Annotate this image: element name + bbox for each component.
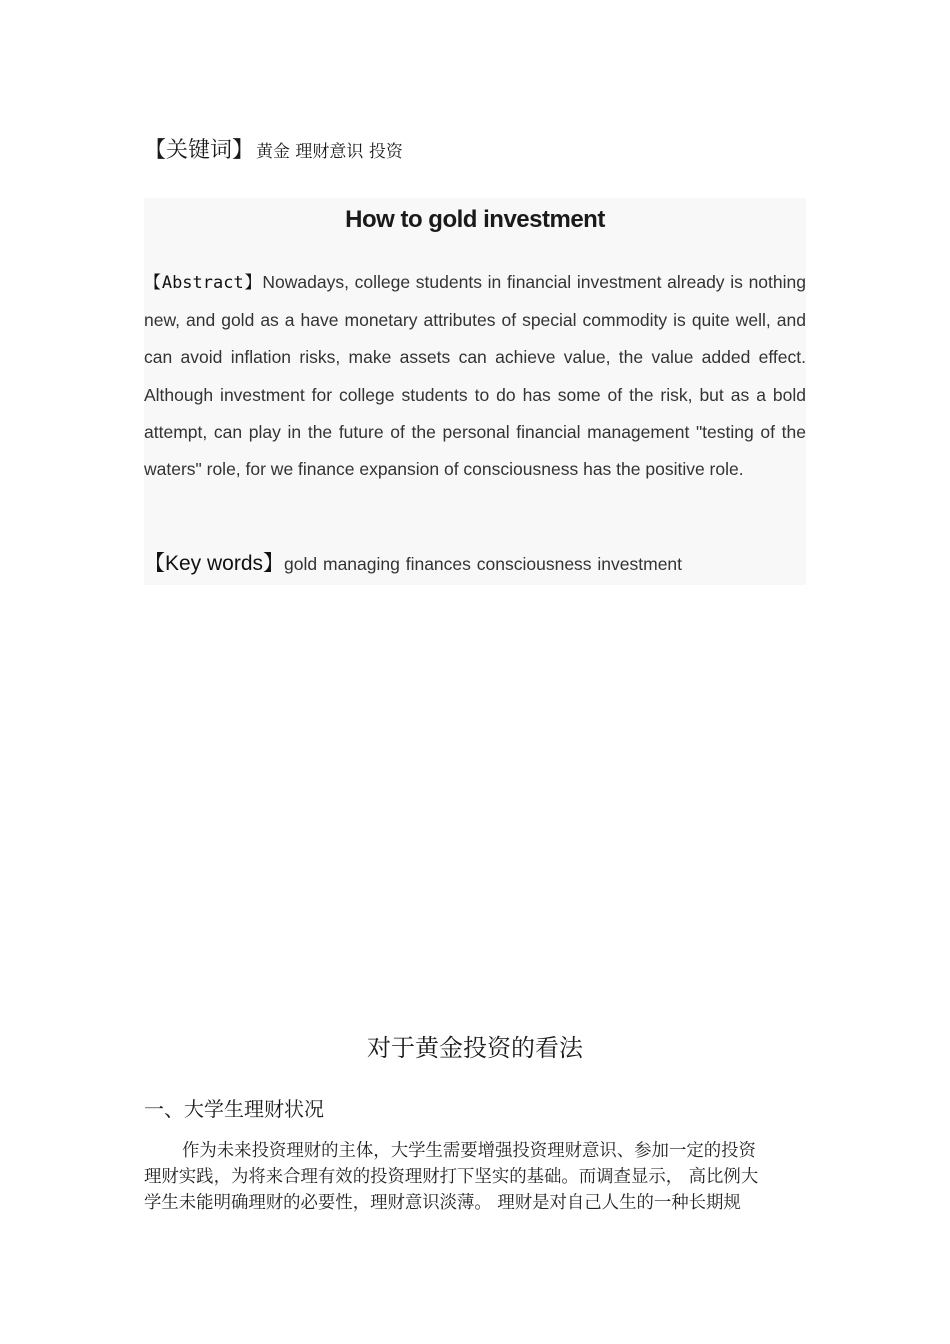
section-heading: 一、大学生理财状况 xyxy=(144,1097,324,1121)
english-title: How to gold investment xyxy=(345,206,605,233)
body-line: 作为未来投资理财的主体，大学生需要增强投资理财意识、参加一定的投资 xyxy=(182,1141,756,1161)
english-keywords xyxy=(144,547,682,577)
body-line: 理财实践，为将来合理有效的投资理财打下坚实的基础。而调查显示， 高比例大 xyxy=(144,1167,759,1187)
english-abstract-block xyxy=(144,198,806,585)
chinese-keywords xyxy=(144,133,403,164)
abstract-text: Nowadays, college students in financial investment already is nothing new, and gold as a have monetary attributes of special commodity is quite well, and can avoid inflation risks, make assets can achieve value, the value added effect. Although investment for college students to do has some of the risk, but as a bold attempt, can play in the future of the personal financial management "testing of the waters" role, for we finance expansion of consciousness has the positive role. xyxy=(144,272,806,480)
abstract-label: 【Abstract】 xyxy=(144,273,263,293)
chinese-body-paragraph xyxy=(144,1138,806,1216)
english-keywords-label: 【Key words】 xyxy=(144,552,285,575)
chinese-title: 对于黄金投资的看法 xyxy=(367,1034,583,1062)
chinese-keywords-label: 【关键词】 xyxy=(144,138,255,163)
english-abstract xyxy=(144,264,806,488)
english-keywords-values: gold managing finances consciousness investment xyxy=(284,554,683,574)
chinese-keywords-values: 黄金 理财意识 投资 xyxy=(256,142,403,162)
body-line: 学生未能明确理财的必要性，理财意识淡薄。 理财是对自己人生的一种长期规 xyxy=(144,1193,741,1213)
